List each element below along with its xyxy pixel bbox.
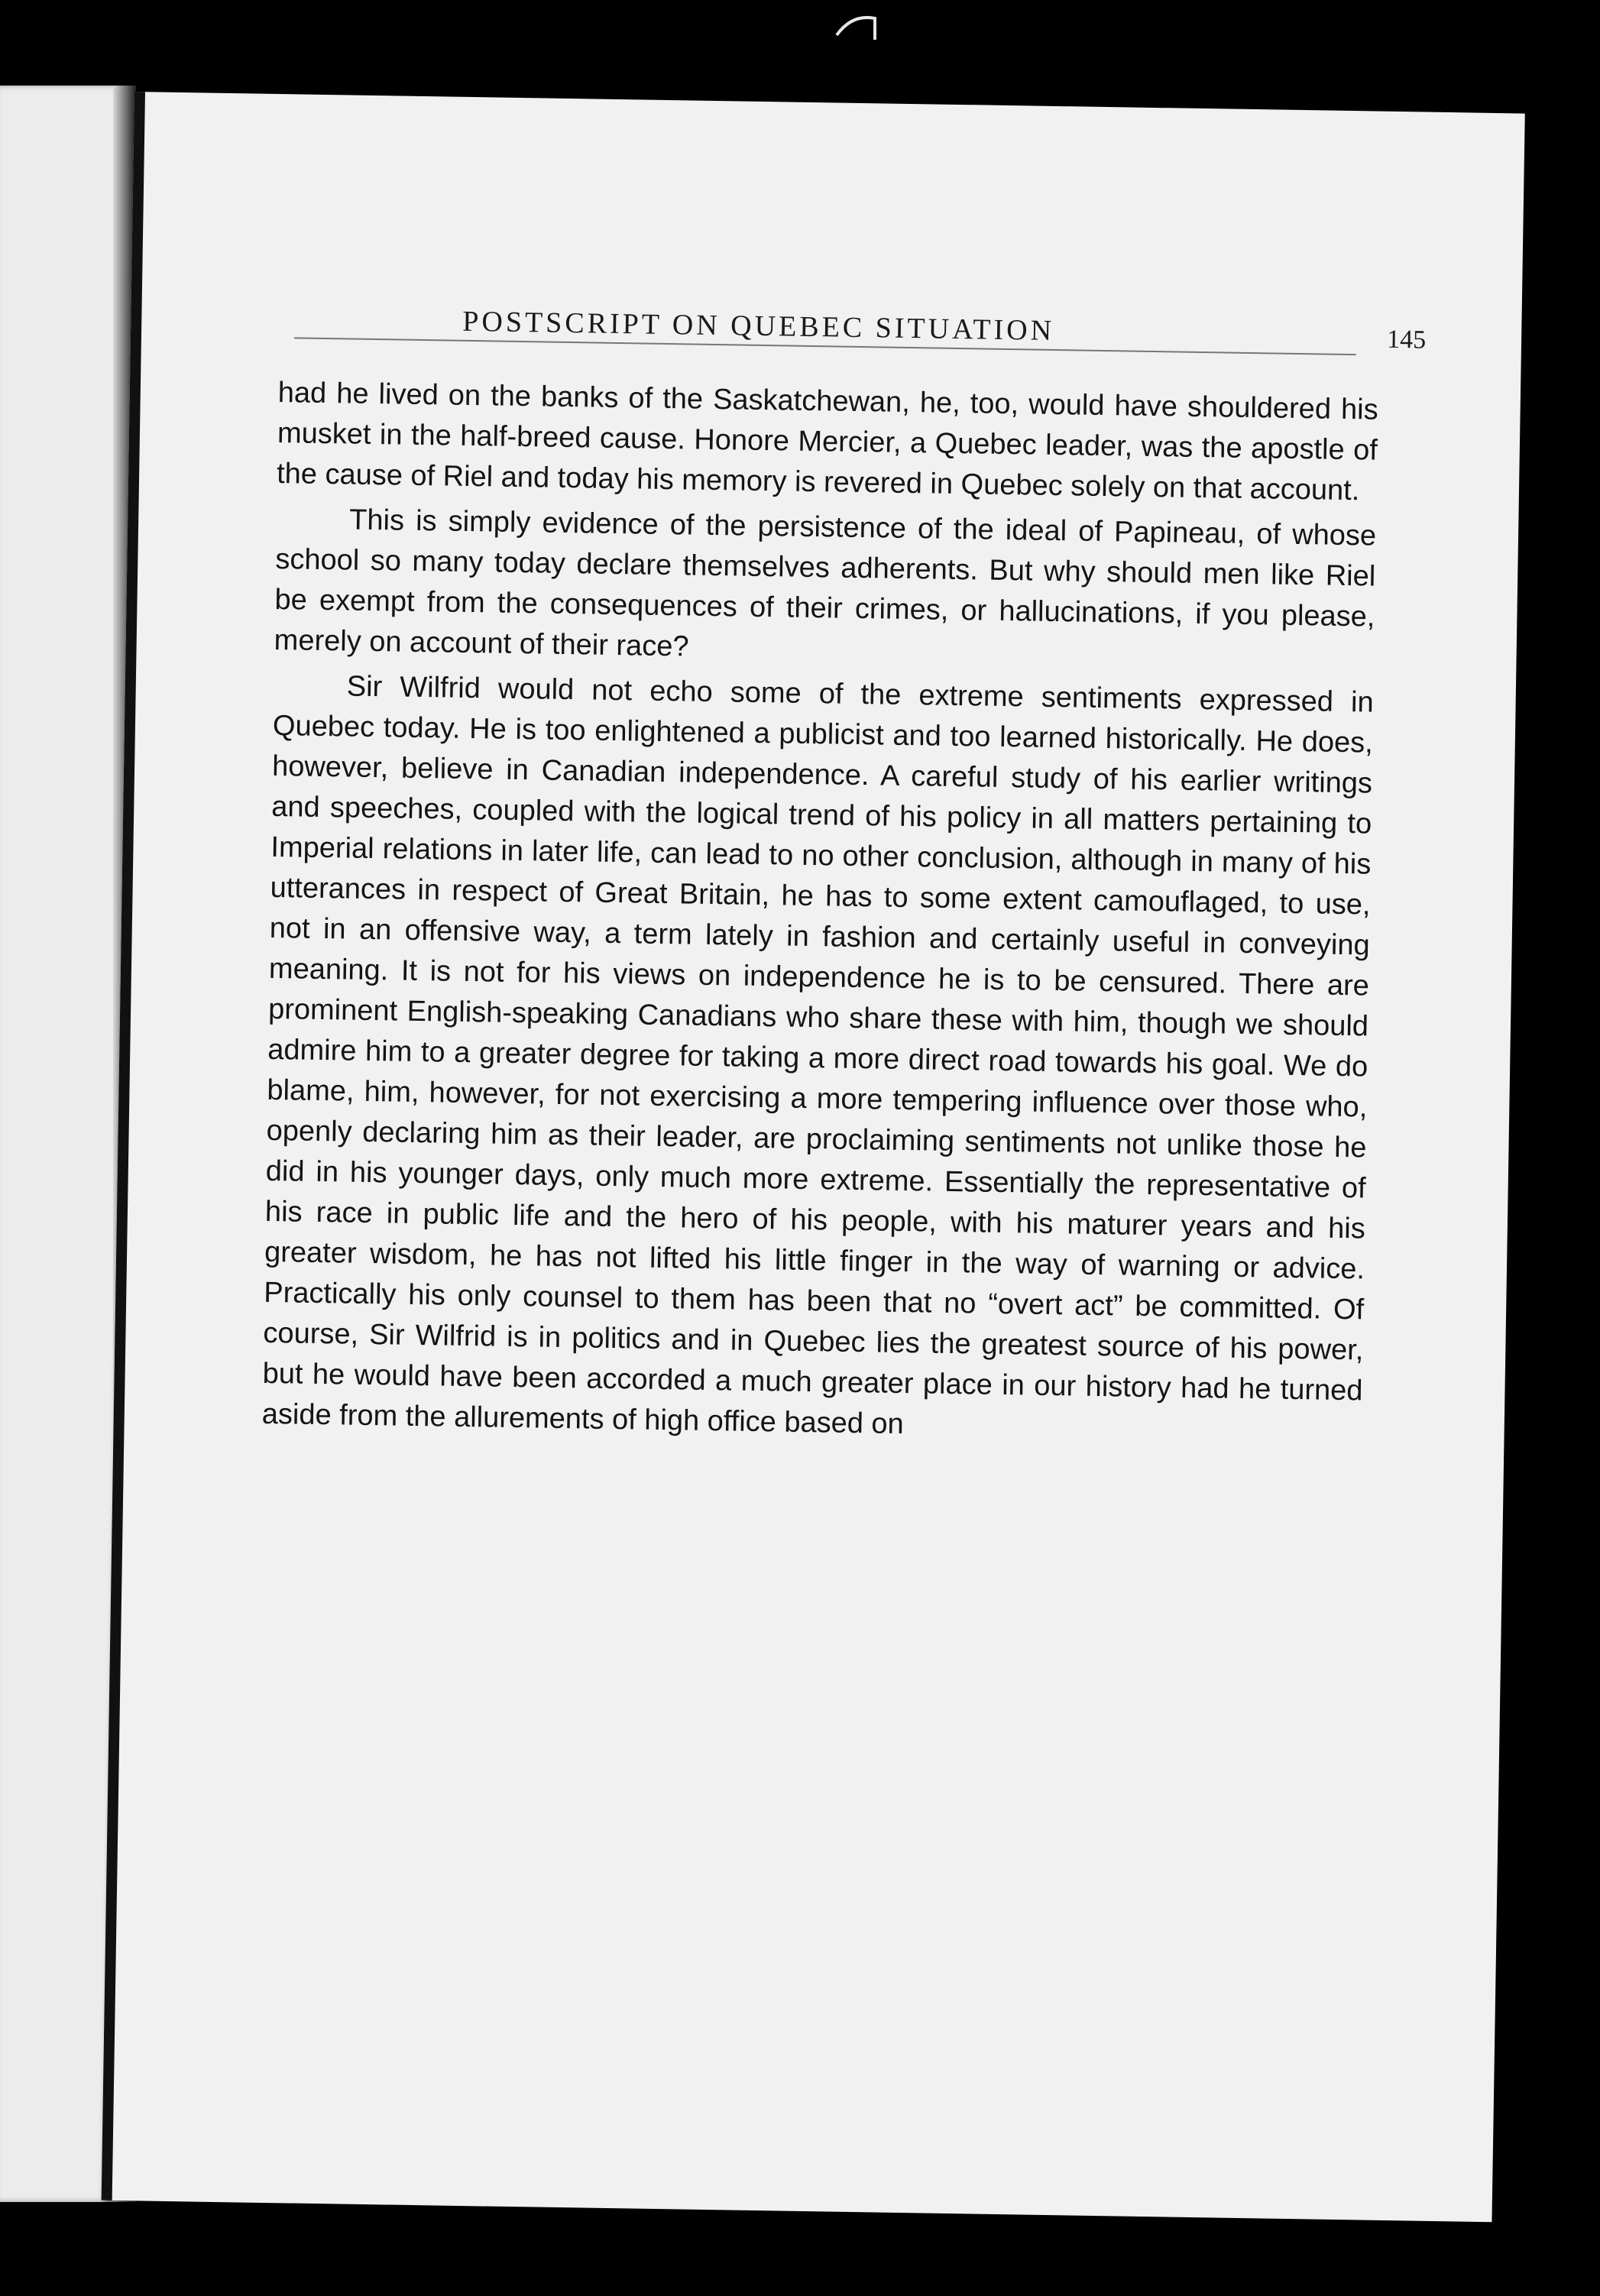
paragraph: had he lived on the banks of the Saskatchewan, he, too, would have shouldered his musket in the half-breed cause. Honore Mercier, a Quebec leader, was the apostle of the cause of Riel and today his memory is revered in Quebec solely on that account. <box>276 377 1378 507</box>
paragraph: This is simply evidence of the persistence of the ideal of Papineau, of whose school so many today declare themselves adherents. But why should men like Riel be exempt from the consequences of their crimes, or hallucinations, if you please, merely on account of their race? <box>274 504 1377 663</box>
running-title: POSTSCRIPT ON QUEBEC SITUATION <box>462 305 1055 347</box>
page-header <box>294 302 1427 364</box>
pencil-mark <box>833 12 886 43</box>
page-body <box>261 373 1378 1456</box>
paragraph: Sir Wilfrid would not echo some of the extreme sentiments expressed in Quebec today. He is too enlightened a publicist and too learned historically. He does, however, believe in Canadian independence. A careful study of his earlier writings and speeches, coupled with the logical trend of his policy in all matters pertaining to Imperial relations in later life, can lead to no other conclusion, although in many of his utterances in respect of Great Britain, he has to some extent camouflaged, to use, not in an offensive way, a term lately in fashion and certainly useful in conveying meaning. It is not for his views on independence he is to be censured. There are prominent English-speaking Canadians who share these with him, though we should admire him to a greater degree for taking a more direct road towards his goal. We do blame, him, however, for not exercising a more tempering influence over those who, openly declaring him as their leader, are proclaiming sentiments not unlike those he did in his younger days, only much more extreme. Essentially the representative of his race in public life and the hero of his people, with his maturer years and his greater wisdom, he has not lifted his little finger in the way of warning or advice. Practically his only counsel to them has been that no “overt act” be committed. Of course, Sir Wilfrid is in politics and in Quebec lies the greatest source of his power, but he would have been accorded a much greater place in our history had he turned aside from the allurements of high office based on <box>261 670 1374 1441</box>
book-page <box>102 92 1525 2222</box>
page-number: 145 <box>1386 325 1427 355</box>
